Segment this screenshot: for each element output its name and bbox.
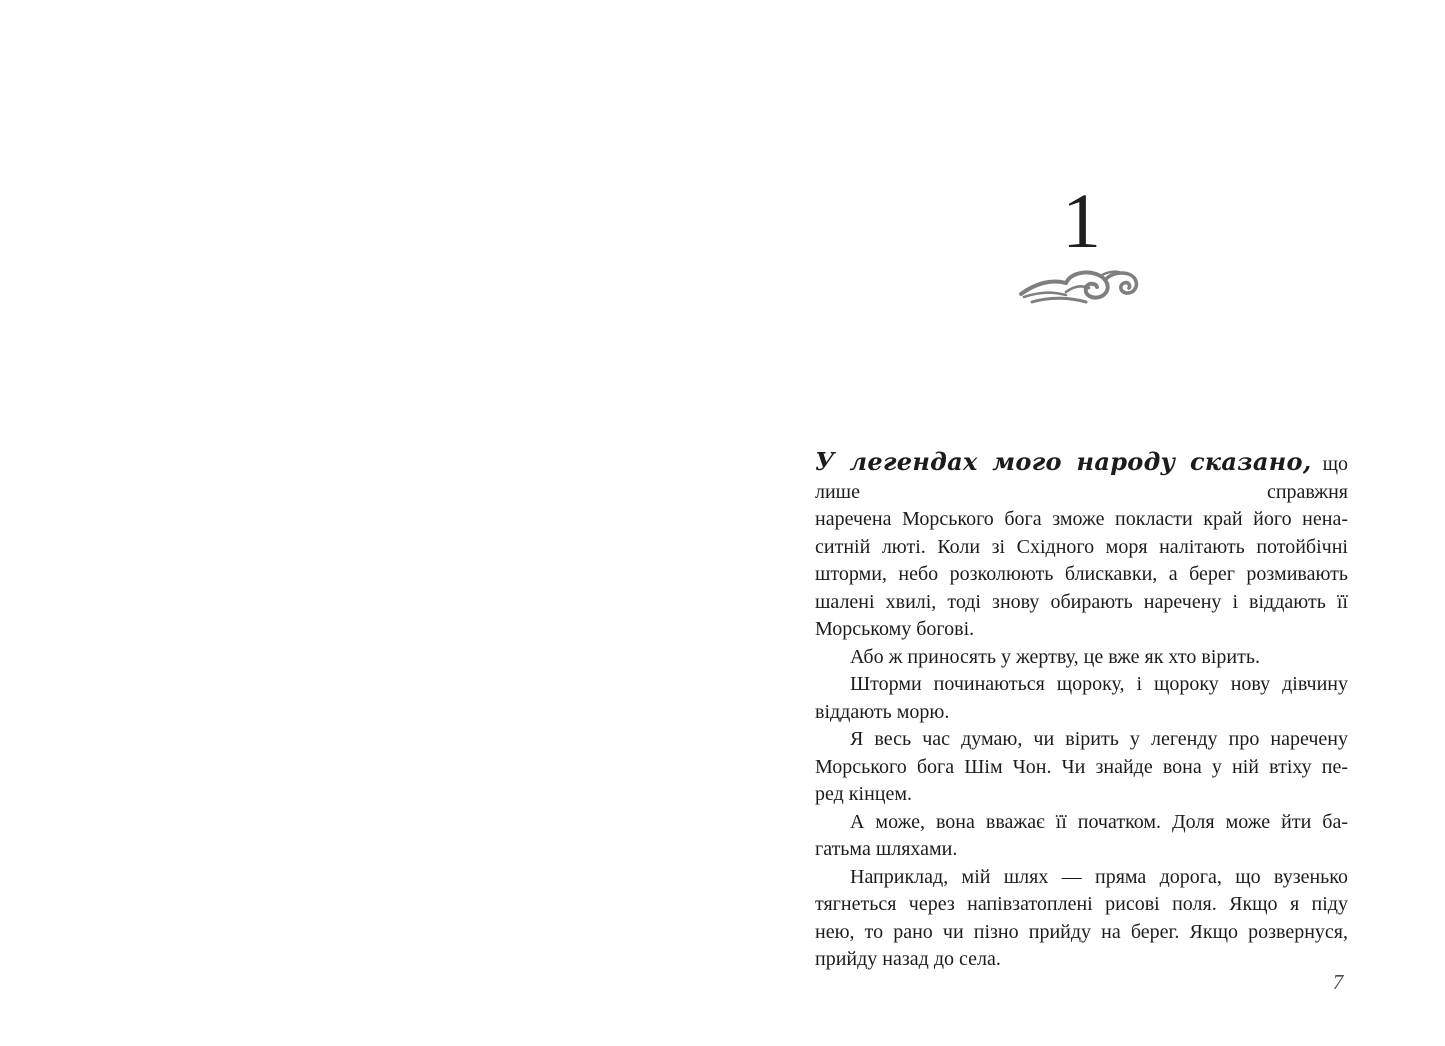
text-line: шторми, небо розколюють блискавки, а берег розмивають: [815, 563, 1348, 585]
text-line: Або ж приносять у жертву, це вже як хто вірить.: [850, 645, 1260, 668]
text-line: Морському богові.: [815, 618, 975, 640]
text-line: віддають морю.: [815, 700, 950, 723]
chapter-text: [815, 448, 1348, 974]
text-line: шалені хвилі, тоді знову обирають наречену і віддають її: [815, 590, 1348, 613]
lead-script-phrase: У легендах мого народу сказано,: [815, 447, 1312, 476]
text-line: Шторми починаються щороку, і щороку нову дівчину: [850, 673, 1348, 695]
text-line: А може, вона вважає її початком. Доля може йти ба-: [850, 810, 1348, 833]
text-line: наречена Морського бога зможе покласти край його нена-: [815, 508, 1348, 530]
lead-rest: що лише справжня: [815, 453, 1348, 503]
text-line: Морського бога Шім Чон. Чи знайде вона у ній втіху пе-: [815, 755, 1348, 778]
text-line: Наприклад, мій шлях — пряма дорога, що вузенько: [850, 865, 1348, 888]
text-line: прийду назад до села.: [815, 948, 1001, 970]
page-number: 7: [1332, 970, 1344, 994]
text-line: ситній люті. Коли зі Східного моря налітають потойбічні: [815, 535, 1348, 558]
text-line: нею, то рано чи пізно прийду на берег. Якщо розвернуся,: [815, 920, 1348, 943]
wave-ornament-icon: [1018, 266, 1144, 310]
text-line: гатьма шляхами.: [815, 838, 958, 860]
text-line: ред кінцем.: [815, 783, 913, 805]
text-line: Я весь час думаю, чи вірить у легенду про наречену: [850, 728, 1348, 750]
text-line: [815, 448, 1348, 506]
text-line: тягнеться через напівзатоплені рисові поля. Якщо я піду: [815, 893, 1348, 915]
chapter-number: 1: [1062, 177, 1101, 264]
